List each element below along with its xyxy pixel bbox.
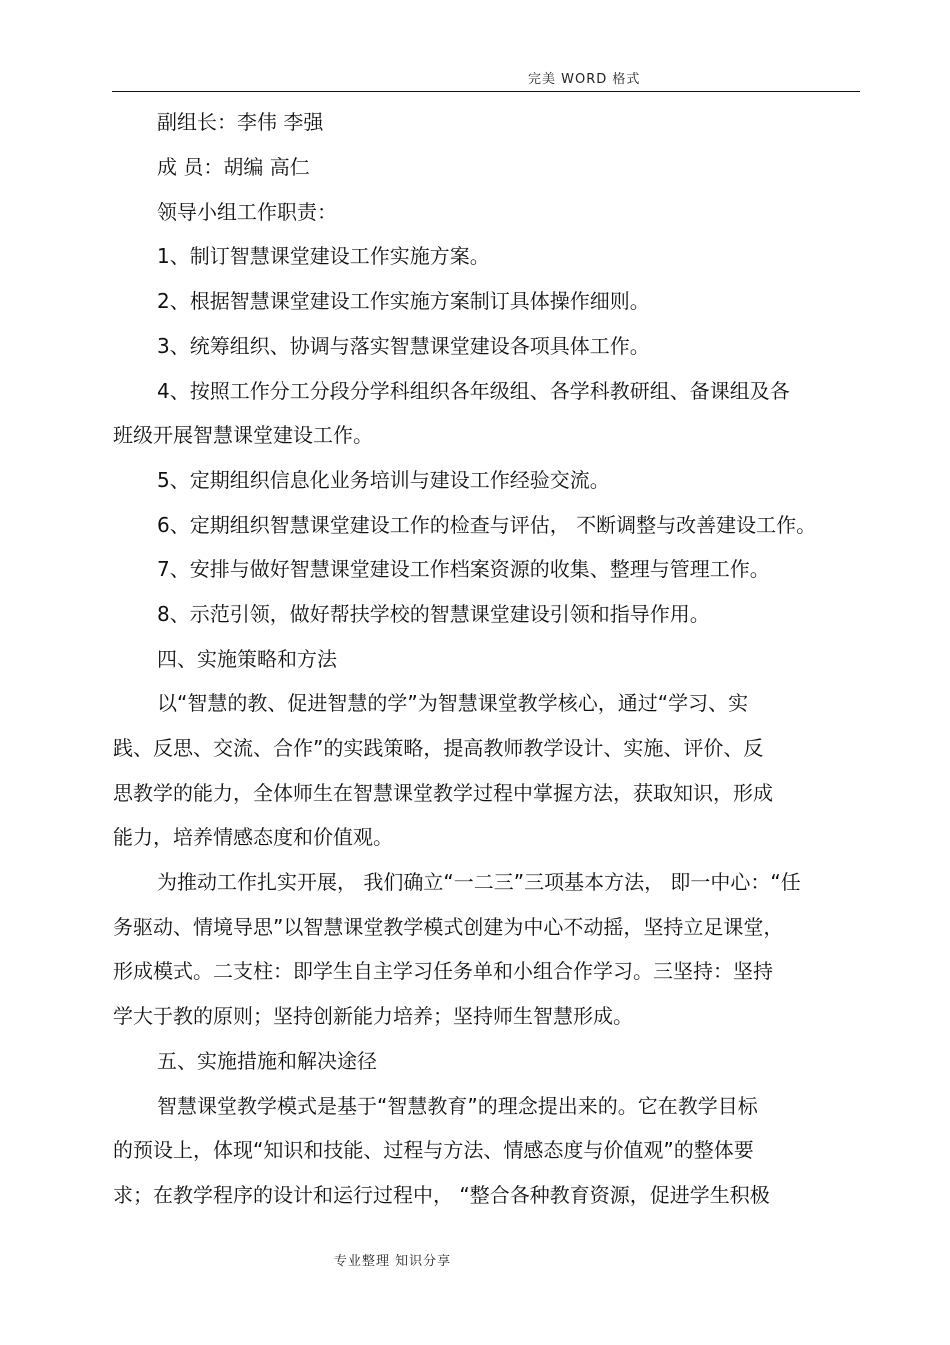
text-line: 学大于教的原则；坚持创新能力培养；坚持师生智慧形成。: [113, 1004, 633, 1028]
section-heading: 五、实施措施和解决途径: [157, 1049, 377, 1073]
text-line: 务驱动、情境导思”以智慧课堂教学模式创建为中心不动摇，坚持立足课堂，: [113, 915, 784, 939]
text-line: 为推动工作扎实开展， 我们确立“一二三”三项基本方法， 即一中心：“任: [157, 870, 801, 894]
section-heading: 四、实施策略和方法: [157, 647, 337, 671]
text-line: 思教学的能力，全体师生在智慧课堂教学过程中掌握方法，获取知识，形成: [113, 781, 773, 805]
text-line: 2、根据智慧课堂建设工作实施方案制订具体操作细则。: [157, 289, 650, 313]
text-line: 的预设上，体现“知识和技能、过程与方法、情感态度与价值观”的整体要: [113, 1138, 754, 1162]
text-line: 7、安排与做好智慧课堂建设工作档案资源的收集、整理与管理工作。: [157, 557, 770, 581]
text-line: 智慧课堂教学模式是基于“智慧教育”的理念提出来的。它在教学目标: [157, 1094, 758, 1118]
text-line: 3、统筹组织、协调与落实智慧课堂建设各项具体工作。: [157, 334, 650, 358]
text-line: 6、定期组织智慧课堂建设工作的检查与评估， 不断调整与改善建设工作。: [157, 513, 817, 537]
text-line: 副组长：李伟 李强: [157, 110, 324, 134]
header-text: 完美 WORD 格式: [528, 72, 641, 87]
text-line: 践、反思、交流、合作”的实践策略，提高教师教学设计、实施、评价、反: [113, 736, 764, 760]
text-line: 班级开展智慧课堂建设工作。: [113, 423, 373, 447]
text-line: 求；在教学程序的设计和运行过程中， “整合各种教育资源，促进学生积极: [113, 1183, 770, 1207]
text-line: 4、按照工作分工分段分学科组织各年级组、各学科教研组、备课组及各: [157, 379, 790, 403]
text-line: 1、制订智慧课堂建设工作实施方案。: [157, 244, 490, 268]
text-line: 8、示范引领，做好帮扶学校的智慧课堂建设引领和指导作用。: [157, 602, 710, 626]
header-divider: [112, 91, 860, 92]
page-footer: 专业整理 知识分享: [334, 1254, 452, 1269]
text-line: 能力，培养情感态度和价值观。: [113, 825, 393, 849]
text-line: 成 员：胡编 高仁: [157, 155, 310, 179]
text-line: 5、定期组织信息化业务培训与建设工作经验交流。: [157, 468, 610, 492]
text-line: 形成模式。二支柱：即学生自主学习任务单和小组合作学习。三坚持：坚持: [113, 959, 773, 983]
text-line: 以“智慧的教、促进智慧的学”为智慧课堂教学核心，通过“学习、实: [157, 691, 749, 715]
text-line: 领导小组工作职责：: [157, 200, 337, 224]
